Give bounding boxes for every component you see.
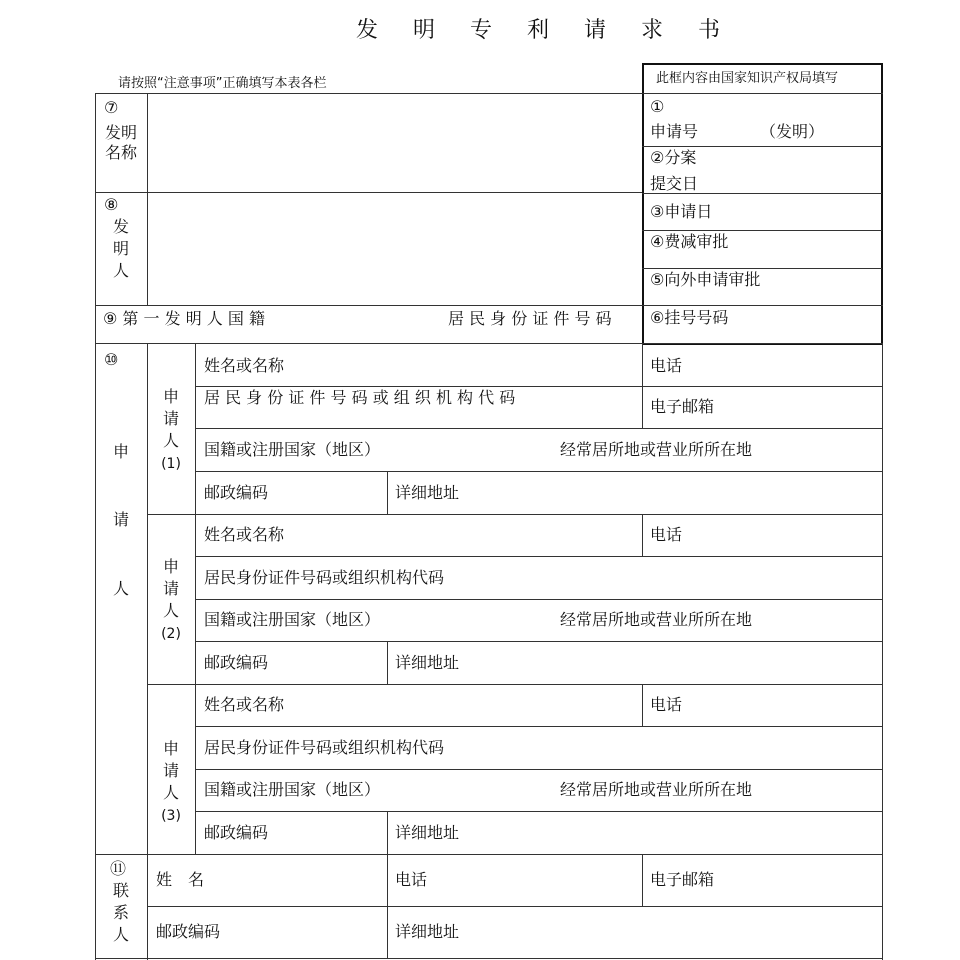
field-1-num: ① [650, 97, 665, 116]
applicant-3-label: 申 请 人 (3) [161, 739, 181, 824]
applicant-2-label: 申 请 人 (2) [161, 557, 181, 642]
inventor-input[interactable] [148, 193, 641, 305]
contact-postal-label: 邮政编码 [156, 922, 221, 941]
applicant-2-residence-label: 经常居所地或营业所所在地 [560, 610, 753, 629]
contact-label: 联 系 人 [112, 881, 129, 944]
office-header: 此框内容由国家知识产权局填写 [656, 71, 839, 86]
field-7-num: ⑦ [104, 98, 119, 117]
first-inventor-id-label: 居 民 身 份 证 件 号 码 [448, 309, 612, 328]
registered-number-label: ⑥挂号号码 [650, 308, 729, 327]
applicant-3-address-label: 详细地址 [395, 823, 460, 842]
applicant-2-id-label: 居民身份证件号码或组织机构代码 [204, 568, 445, 587]
inventor-label: 发 明 人 [112, 217, 129, 280]
applicant-3-postal-label: 邮政编码 [204, 823, 269, 842]
applicant-3-name-label: 姓名或名称 [204, 695, 285, 714]
applicant-2-address-label: 详细地址 [395, 653, 460, 672]
contact-phone-label: 电话 [395, 870, 428, 889]
first-inventor-nationality-label: ⑨ 第 一 发 明 人 国 籍 [103, 309, 265, 328]
applicant-1-postal-label: 邮政编码 [204, 483, 269, 502]
divisional-label: ②分案 [650, 148, 697, 167]
page-title: 发 明 专 利 请 求 书 [356, 18, 734, 43]
application-type: （发明） [760, 122, 825, 141]
applicant-3-id-label: 居民身份证件号码或组织机构代码 [204, 738, 445, 757]
applicant-section-label-2: 请 [113, 510, 130, 529]
applicant-1-id-label: 居 民 身 份 证 件 号 码 或 组 织 机 构 代 码 [204, 388, 516, 407]
applicant-1-email-label: 电子邮箱 [650, 397, 715, 416]
fee-reduction-label: ④费减审批 [650, 232, 729, 251]
applicant-section-label-3: 人 [113, 579, 130, 598]
applicant-3-phone-label: 电话 [650, 695, 683, 714]
applicant-section-label-1: 申 [113, 442, 130, 461]
applicant-1-name-label: 姓名或名称 [204, 356, 285, 375]
contact-email-label: 电子邮箱 [650, 870, 715, 889]
contact-address-label: 详细地址 [395, 922, 460, 941]
field-11-num: ⑪ [110, 859, 127, 878]
applicant-1-address-label: 详细地址 [395, 483, 460, 502]
contact-name-label: 姓 名 [156, 870, 205, 889]
applicant-1-phone-label: 电话 [650, 356, 683, 375]
applicant-3-nationality-label: 国籍或注册国家（地区） [204, 780, 381, 799]
submission-date-label: 提交日 [650, 174, 699, 193]
instruction-text: 请按照“注意事项”正确填写本表各栏 [118, 76, 327, 91]
applicant-1-nationality-label: 国籍或注册国家（地区） [204, 440, 381, 459]
invention-name-input[interactable] [148, 94, 641, 192]
applicant-2-phone-label: 电话 [650, 525, 683, 544]
field-10-num: ⑩ [104, 350, 119, 369]
applicant-2-name-label: 姓名或名称 [204, 525, 285, 544]
applicant-2-nationality-label: 国籍或注册国家（地区） [204, 610, 381, 629]
invention-name-label-2: 名称 [105, 143, 138, 162]
invention-name-label-1: 发明 [105, 123, 138, 142]
application-number-label: 申请号 [650, 122, 699, 141]
applicant-2-postal-label: 邮政编码 [204, 653, 269, 672]
applicant-3-residence-label: 经常居所地或营业所所在地 [560, 780, 753, 799]
applicant-1-label: 申 请 人 (1) [161, 387, 181, 472]
filing-date-label: ③申请日 [650, 202, 713, 221]
field-8-num: ⑧ [104, 195, 119, 214]
foreign-filing-label: ⑤向外申请审批 [650, 270, 761, 289]
applicant-1-residence-label: 经常居所地或营业所所在地 [560, 440, 753, 459]
